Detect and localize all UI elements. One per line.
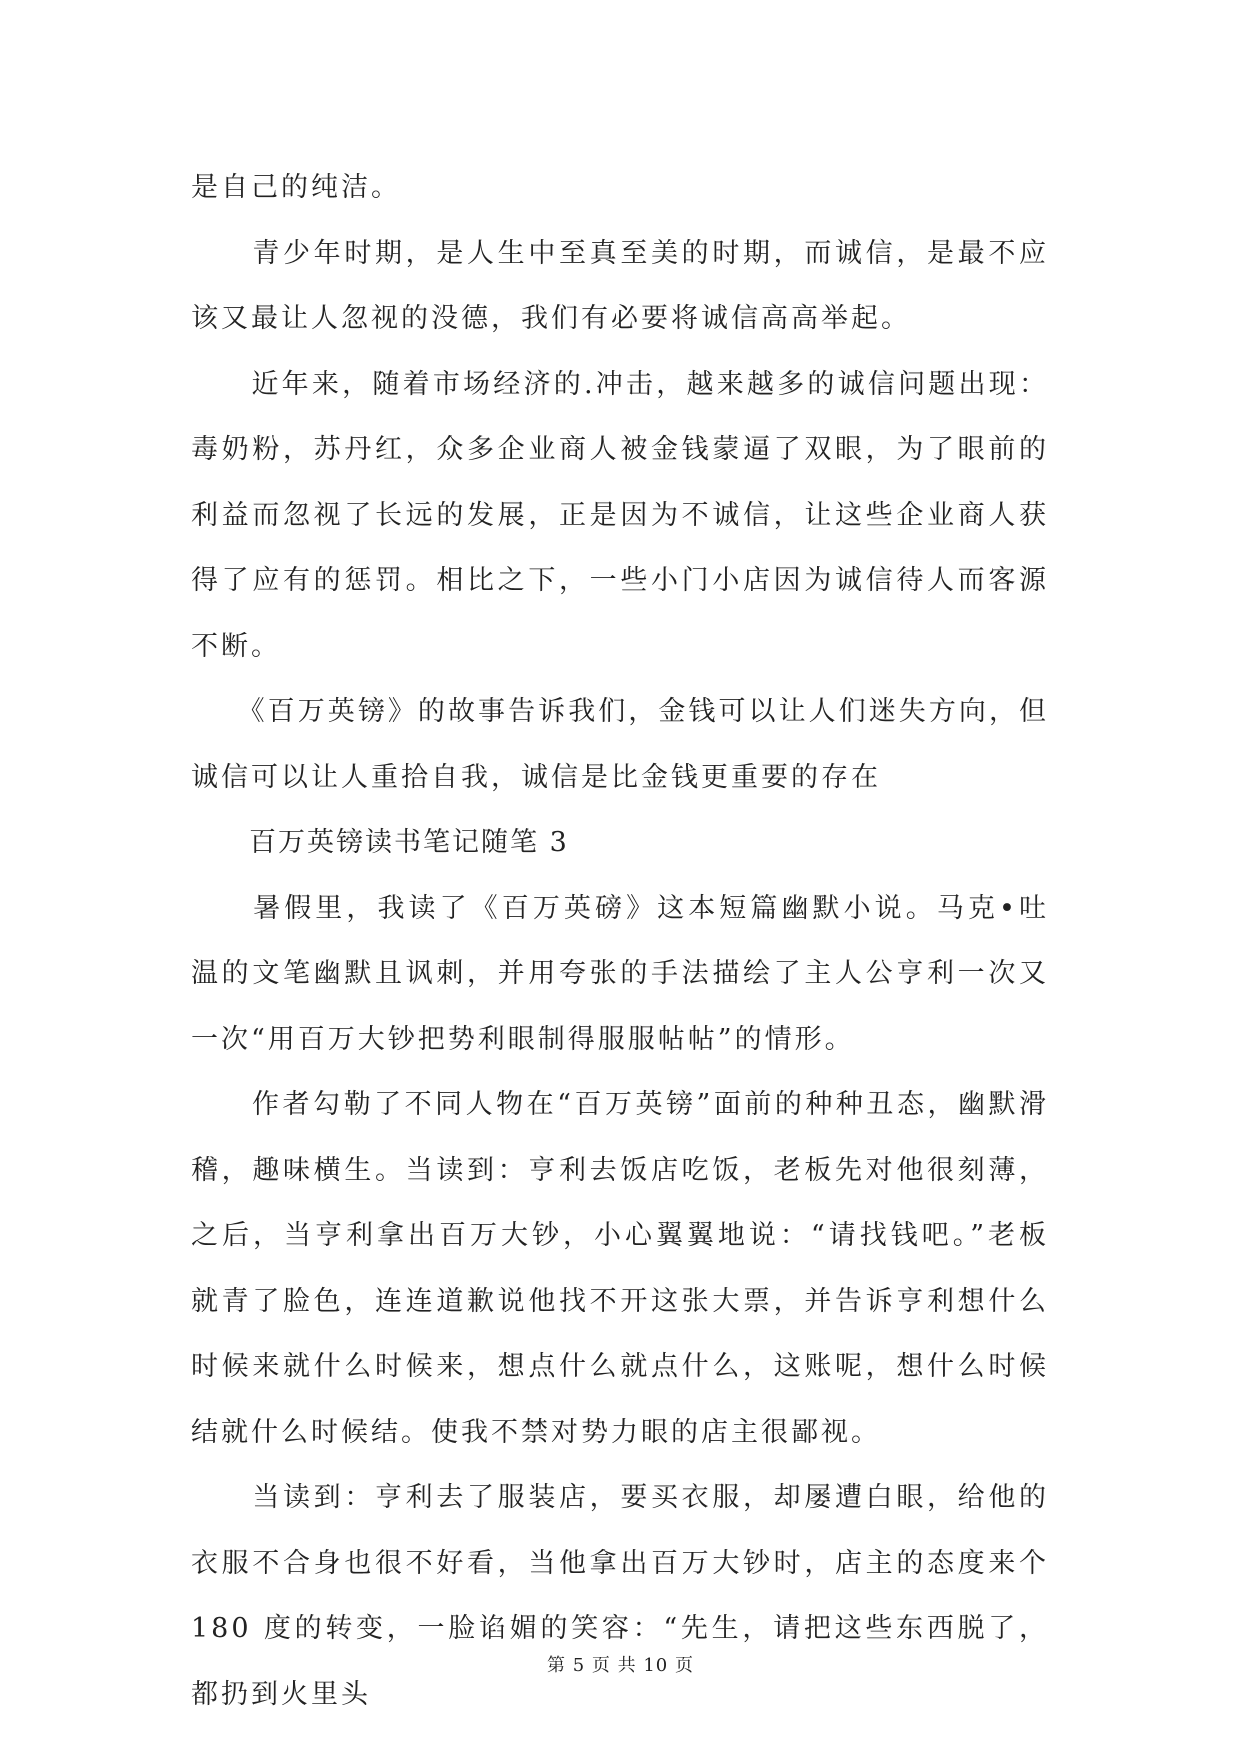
paragraph-3: 近年来，随着市场经济的.冲击，越来越多的诚信问题出现：毒奶粉，苏丹红，众多企业商人被金钱蒙逼了双眼，为了眼前的利益而忽视了长远的发展，正是因为不诚信，让这些企业商人获得了应有的惩罚。相比之下，一些小门小店因为诚信待人而客源不断。 bbox=[191, 368, 1049, 662]
section-heading: 百万英镑读书笔记随笔 3 bbox=[191, 827, 569, 858]
paragraph-6: 作者勾勒了不同人物在“百万英镑”面前的种种丑态，幽默滑稽，趣味横生。当读到：亨利去饭店吃饭，老板先对他很刻薄，之后，当亨利拿出百万大钞，小心翼翼地说：“请找钱吧。”老板就青了脸色，连连道歉说他找不开这张大票，并告诉亨利想什么时候来就什么时候来，想点什么就点什么，这账呢，想什么时候结就什么时候结。使我不禁对势力眼的店主很鄙视。 bbox=[191, 1089, 1049, 1448]
document-body bbox=[191, 155, 1061, 1727]
paragraph-5: 暑假里，我读了《百万英磅》这本短篇幽默小说。马克•吐温的文笔幽默且讽刺，并用夸张的手法描绘了主人公亨利一次又一次“用百万大钞把势利眼制得服服帖帖”的情形。 bbox=[191, 892, 1049, 1055]
paragraph-4: 《百万英镑》的故事告诉我们，金钱可以让人们迷失方向，但诚信可以让人重拾自我，诚信是比金钱更重要的存在 bbox=[191, 696, 1049, 793]
paragraph-7: 当读到：亨利去了服装店，要买衣服，却屡遭白眼，给他的衣服不合身也很不好看，当他拿出百万大钞时，店主的态度来个 180 度的转变，一脸谄媚的笑容：“先生，请把这些东西脱了，都扔到火里头 bbox=[191, 1482, 1061, 1710]
paragraph-2: 青少年时期，是人生中至真至美的时期，而诚信，是最不应该又最让人忽视的没德，我们有必要将诚信高高举起。 bbox=[191, 237, 1049, 334]
paragraph-1: 是自己的纯洁。 bbox=[191, 172, 401, 203]
page-number-footer: 第 5 页 共 10 页 bbox=[547, 1655, 694, 1676]
